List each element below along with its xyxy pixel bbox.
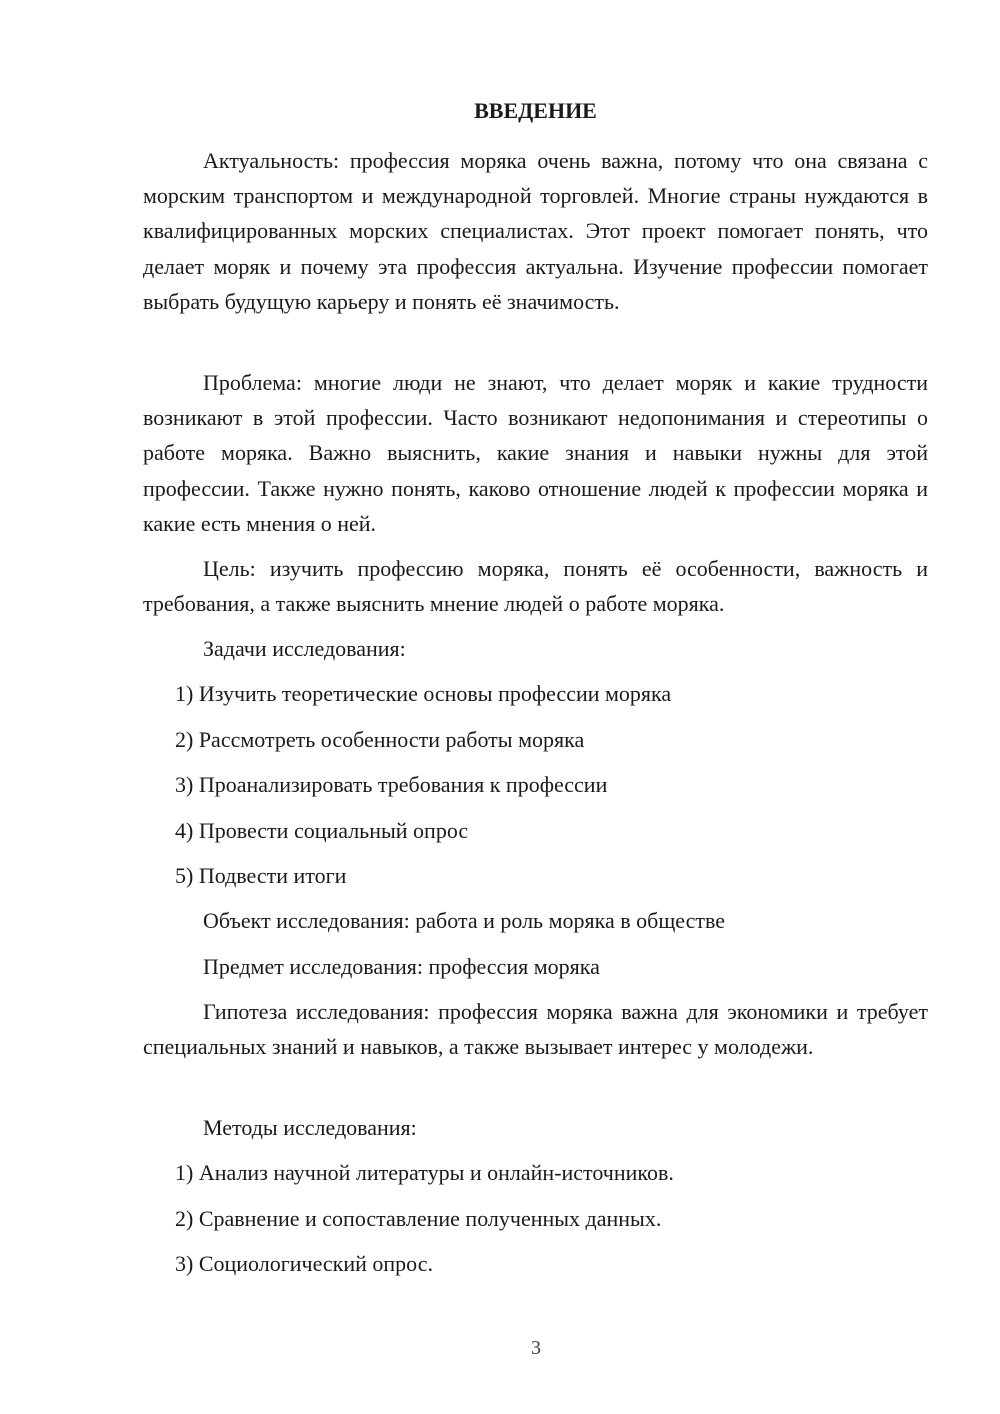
methods-label: Методы исследования: — [203, 1115, 417, 1140]
method-item: 2) Сравнение и сопоставление полученных данных. — [175, 1206, 662, 1231]
task-item: 3) Проанализировать требования к профессии — [175, 772, 608, 797]
object-line: Объект исследования: работа и роль моряка в обществе — [203, 908, 725, 933]
goal-paragraph: Цель: изучить профессию моряка, понять её особенности, важность и требования, а также выяснить мнение людей о работе моряка. — [143, 556, 928, 617]
page-title: ВВЕДЕНИЕ — [474, 98, 597, 123]
relevance-paragraph: Актуальность: профессия моряка очень важна, потому что она связана с морским транспортом и международной торговлей. Многие страны нуждаются в квалифицированных морских специалистах. Этот проект помогает понять, что делает моряк и почему эта профессия актуальна. Изучение профессии помогает выбрать будущую карьеру и понять её значимость. — [143, 148, 928, 314]
task-item: 5) Подвести итоги — [175, 863, 347, 888]
task-item: 1) Изучить теоретические основы профессии моряка — [175, 681, 672, 706]
task-item: 4) Провести социальный опрос — [175, 818, 469, 843]
hypothesis-paragraph: Гипотеза исследования: профессия моряка важна для экономики и требует специальных знаний и навыков, а также вызывает интерес у молодежи. — [143, 999, 928, 1060]
method-item: 3) Социологический опрос. — [175, 1251, 433, 1276]
tasks-label: Задачи исследования: — [203, 636, 406, 661]
subject-line: Предмет исследования: профессия моряка — [203, 954, 600, 979]
task-item: 2) Рассмотреть особенности работы моряка — [175, 727, 585, 752]
page-number: 3 — [531, 1337, 541, 1359]
problem-paragraph: Проблема: многие люди не знают, что делает моряк и какие трудности возникают в этой профессии. Часто возникают недопонимания и стереотипы о работе моряка. Важно выяснить, какие знания и навыки нужны для этой профессии. Также нужно понять, каково отношение людей к профессии моряка и какие есть мнения о ней. — [143, 370, 928, 536]
method-item: 1) Анализ научной литературы и онлайн-источников. — [175, 1160, 674, 1185]
